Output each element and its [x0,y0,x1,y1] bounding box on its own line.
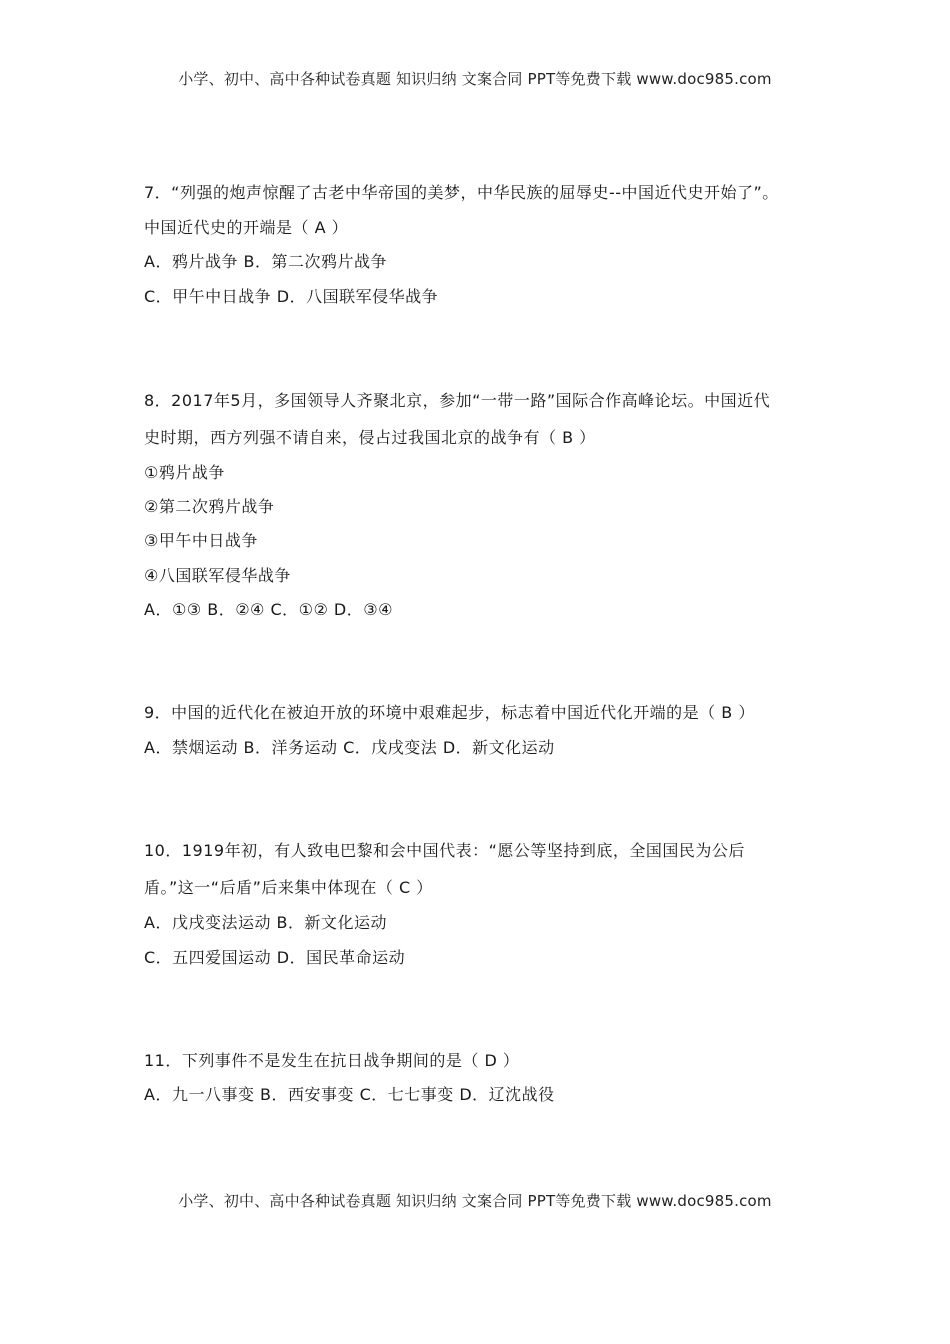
question-8-options-line-1: A．①③ B．②④ C．①② D．③④ [144,600,393,619]
question-9-options-line-1: A．禁烟运动 B．洋务运动 C．戊戌变法 D．新文化运动 [144,738,555,757]
question-7-options-line-2: C．甲午中日战争 D．八国联军侵华战争 [144,287,439,306]
question-8-item-1: ①鸦片战争 [144,463,225,482]
question-8-stem-line-2: 史时期，西方列强不请自来，侵占过我国北京的战争有（ B ） [144,428,596,447]
question-8-item-4: ④八国联军侵华战争 [144,566,291,585]
question-7-stem-line-2: 中国近代史的开端是（ A ） [144,218,349,237]
question-8-item-3: ③甲午中日战争 [144,531,258,550]
question-8-item-2: ②第二次鸦片战争 [144,497,275,516]
question-9-stem-line-1: 9．中国的近代化在被迫开放的环境中艰难起步，标志着中国近代化开端的是（ B ） [144,703,755,722]
question-11-stem-line-1: 11．下列事件不是发生在抗日战争期间的是（ D ） [144,1051,520,1070]
question-10-stem-line-2: 盾。”这一“后盾”后来集中体现在（ C ） [144,878,433,897]
question-10-stem-line-1: 10．1919年初，有人致电巴黎和会中国代表：“愿公等坚持到底，全国国民为公后 [144,841,745,860]
question-10-options-line-2: C．五四爱国运动 D．国民革命运动 [144,948,406,967]
page-footer: 小学、初中、高中各种试卷真题 知识归纳 文案合同 PPT等免费下载 www.doc985.com [178,1192,772,1210]
question-11-options-line-1: A．九一八事变 B．西安事变 C．七七事变 D．辽沈战役 [144,1085,555,1104]
question-10-options-line-1: A．戊戌变法运动 B．新文化运动 [144,913,388,932]
page-header: 小学、初中、高中各种试卷真题 知识归纳 文案合同 PPT等免费下载 www.doc985.com [178,70,772,88]
question-7-stem-line-1: 7．“列强的炮声惊醒了古老中华帝国的美梦，中华民族的屈辱史--中国近代史开始了”。 [144,183,779,202]
question-7-options-line-1: A．鸦片战争 B．第二次鸦片战争 [144,252,388,271]
question-8-stem-line-1: 8．2017年5月，多国领导人齐聚北京，参加“一带一路”国际合作高峰论坛。中国近代 [144,391,771,410]
